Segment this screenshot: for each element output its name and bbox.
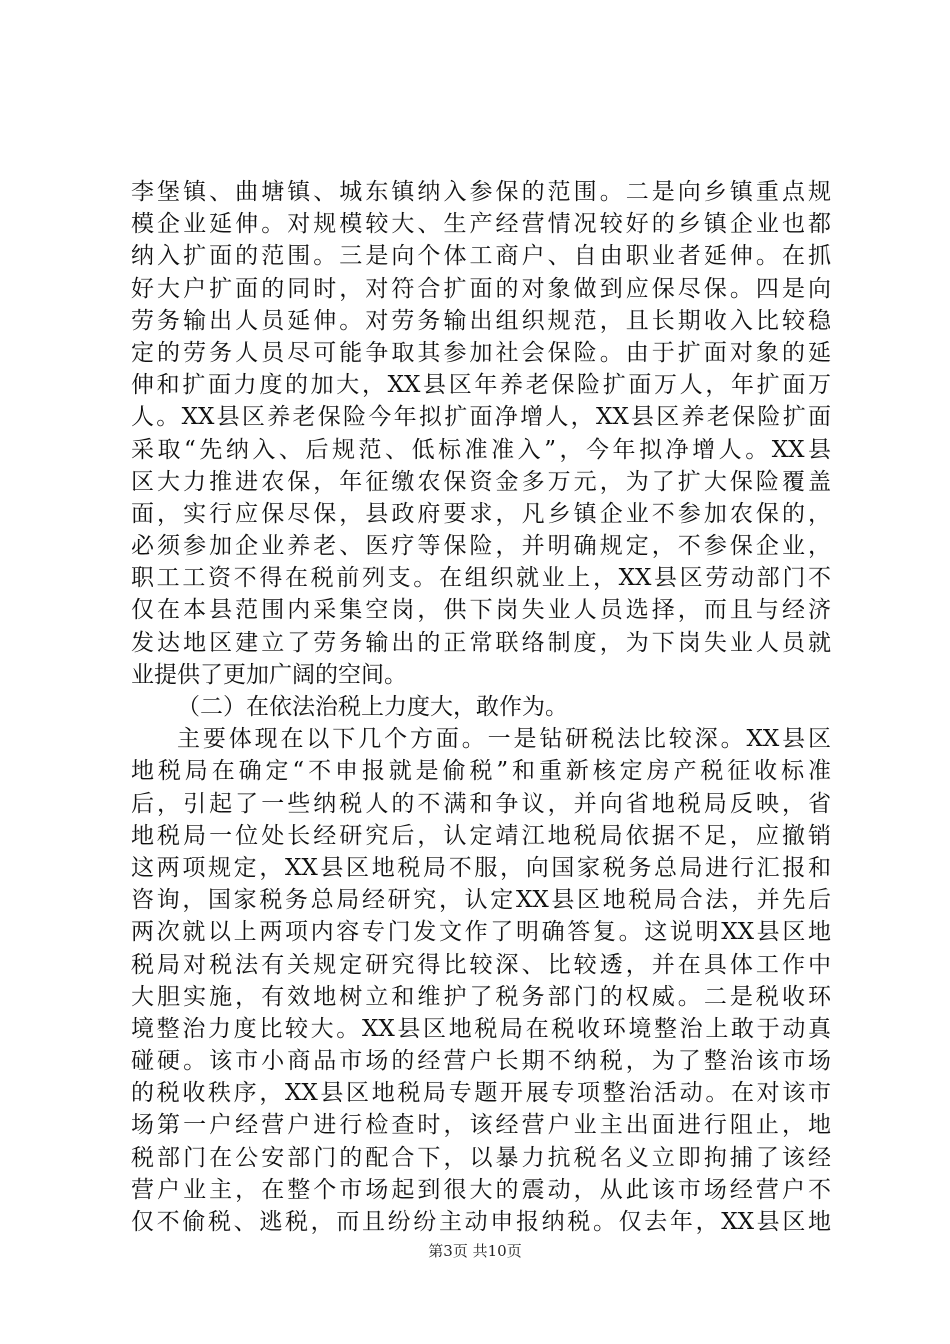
text-line: 仅不偷税、逃税，而且纷纷主动申报纳税。仅去年，XX县区地 xyxy=(131,1209,831,1235)
text-line: 场第一户经营户进行检查时，该经营户业主出面进行阻止，地 xyxy=(131,1112,831,1139)
text-line: 纳入扩面的范围。三是向个体工商户、自由职业者延伸。在抓 xyxy=(131,243,831,270)
text-line: 好大户扩面的同时，对符合扩面的对象做到应保尽保。四是向 xyxy=(131,275,831,302)
text-line: 税部门在公安部门的配合下，以暴力抗税名义立即拘捕了该经 xyxy=(131,1144,831,1171)
text-line: 境整治力度比较大。XX县区地税局在税收环境整治上敢于动真 xyxy=(131,1015,831,1042)
text-line: 采取“先纳入、后规范、低标准准入”，今年拟净增人。XX县 xyxy=(131,436,831,463)
text-line: 发达地区建立了劳务输出的正常联络制度，为下岗失业人员就 xyxy=(131,629,831,656)
text-line: 必须参加企业养老、医疗等保险，并明确规定，不参保企业， xyxy=(131,533,831,560)
text-line: 大胆实施，有效地树立和维护了税务部门的权威。二是税收环 xyxy=(131,983,831,1010)
text-line: 模企业延伸。对规模较大、生产经营情况较好的乡镇企业也都 xyxy=(131,211,831,238)
text-line: 咨询，国家税务总局经研究，认定XX县区地税局合法，并先后 xyxy=(131,887,831,914)
text-line: 人。XX县区养老保险今年拟扩面净增人，XX县区养老保险扩面 xyxy=(131,404,831,431)
text-line: 主要体现在以下几个方面。一是钻研税法比较深。XX县区 xyxy=(177,726,831,753)
text-line: 的税收秩序，XX县区地税局专题开展专项整治活动。在对该市 xyxy=(131,1080,831,1107)
text-line: 仅在本县范围内采集空岗，供下岗失业人员选择，而且与经济 xyxy=(131,597,831,624)
text-line: 地税局一位处长经研究后，认定靖江地税局依据不足，应撤销 xyxy=(131,822,831,849)
text-line: 地税局在确定“不申报就是偷税”和重新核定房产税征收标准 xyxy=(131,758,831,785)
text-line: 两次就以上两项内容专门发文作了明确答复。这说明XX县区地 xyxy=(131,919,831,946)
text-line: 碰硬。该市小商品市场的经营户长期不纳税，为了整治该市场 xyxy=(131,1048,831,1075)
text-line: 定的劳务人员尽可能争取其参加社会保险。由于扩面对象的延 xyxy=(131,339,831,366)
text-line: 李堡镇、曲塘镇、城东镇纳入参保的范围。二是向乡镇重点规 xyxy=(131,179,831,205)
text-line: 营户业主，在整个市场起到很大的震动，从此该市场经营户不 xyxy=(131,1176,831,1203)
text-line: 业提供了更加广阔的空间。 xyxy=(131,661,407,688)
text-line: 区大力推进农保，年征缴农保资金多万元，为了扩大保险覆盖 xyxy=(131,468,831,495)
text-line: 税局对税法有关规定研究得比较深、比较透，并在具体工作中 xyxy=(131,951,831,978)
document-body xyxy=(131,176,831,1238)
text-line: 面，实行应保尽保，县政府要求，凡乡镇企业不参加农保的， xyxy=(131,500,831,527)
text-line: 劳务输出人员延伸。对劳务输出组织规范，且长期收入比较稳 xyxy=(131,307,831,334)
text-line: 职工工资不得在税前列支。在组织就业上，XX县区劳动部门不 xyxy=(131,565,831,592)
page-footer: 第3页 共10页 xyxy=(428,1242,522,1260)
text-line: 这两项规定，XX县区地税局不服，向国家税务总局进行汇报和 xyxy=(131,854,831,881)
text-line: 伸和扩面力度的加大，XX县区年养老保险扩面万人，年扩面万 xyxy=(131,372,831,399)
text-line: （二）在依法治税上力度大，敢作为。 xyxy=(177,694,568,720)
text-line: 后，引起了一些纳税人的不满和争议，并向省地税局反映，省 xyxy=(131,790,831,817)
